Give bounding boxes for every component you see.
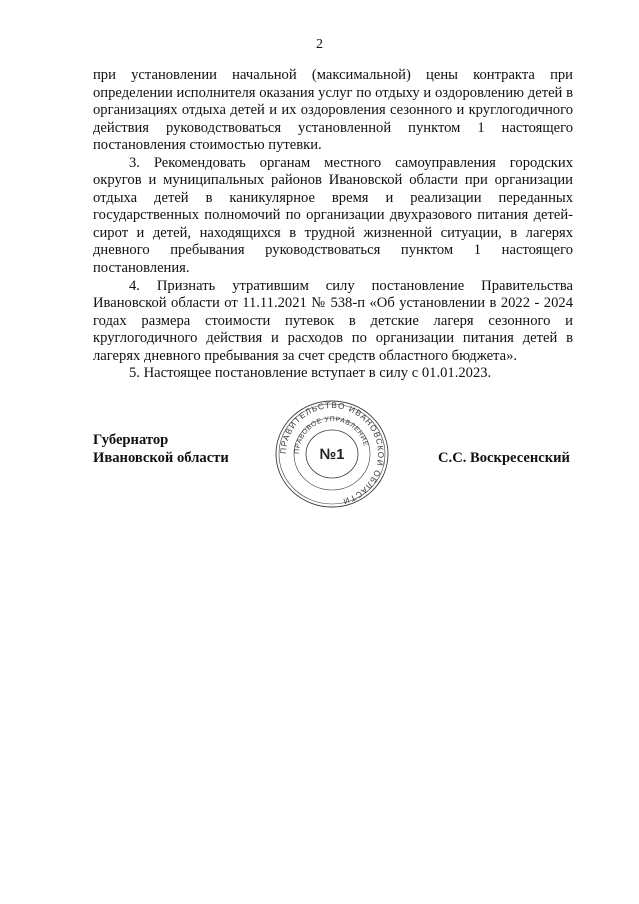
- paragraph-item-4: 4. Признать утратившим силу постановление Правительства Ивановской области от 11.11.2021 № 538-п «Об установлении в 2022 - 2024 годах размера стоимости путевок в детские лагеря сезонного и круглогодичного действия и расходов по организации питания детей в лагерях дневного пребывания за счет средств областного бюджета».: [93, 277, 573, 364]
- seal-outer-text: ПРАВИТЕЛЬСТВО ИВАНОВСКОЙ ОБЛАСТИ: [278, 400, 386, 506]
- signer-region: Ивановской области: [93, 450, 229, 466]
- seal-number: №1: [319, 446, 345, 463]
- page-number: 2: [316, 37, 323, 52]
- document-body: [93, 67, 573, 383]
- official-seal: [272, 398, 392, 510]
- signer-title: [93, 431, 229, 467]
- paragraph-item-3: 3. Рекомендовать органам местного самоуправления городских округов и муниципальных районов Ивановской области при организации отдыха детей в каникулярное время и реализации переданных государственных полномочий по организации двухразового питания детей-сирот и детей, находящихся в трудной жизненной ситуации, в лагерях дневного пребывания руководствоваться пунктом 1 настоящего постановления.: [93, 154, 573, 277]
- seal-stamp-graphic: [272, 398, 392, 510]
- signer-name: С.С. Воскресенский: [438, 450, 570, 466]
- signer-position: Губернатор: [93, 432, 169, 448]
- paragraph-continuation: при установлении начальной (максимальной) цены контракта при определении исполнителя оказания услуг по отдыху и оздоровлению детей в организациях отдыха детей и их оздоровления сезонного и круглогодичного действия руководствоваться установленной пунктом 1 настоящего постановления стоимостью путевки.: [93, 67, 573, 154]
- seal-inner-text: ПРАВОВОЕ УПРАВЛЕНИЕ: [293, 415, 370, 455]
- signature-block: [0, 398, 639, 518]
- paragraph-item-5: 5. Настоящее постановление вступает в силу с 01.01.2023.: [129, 365, 492, 382]
